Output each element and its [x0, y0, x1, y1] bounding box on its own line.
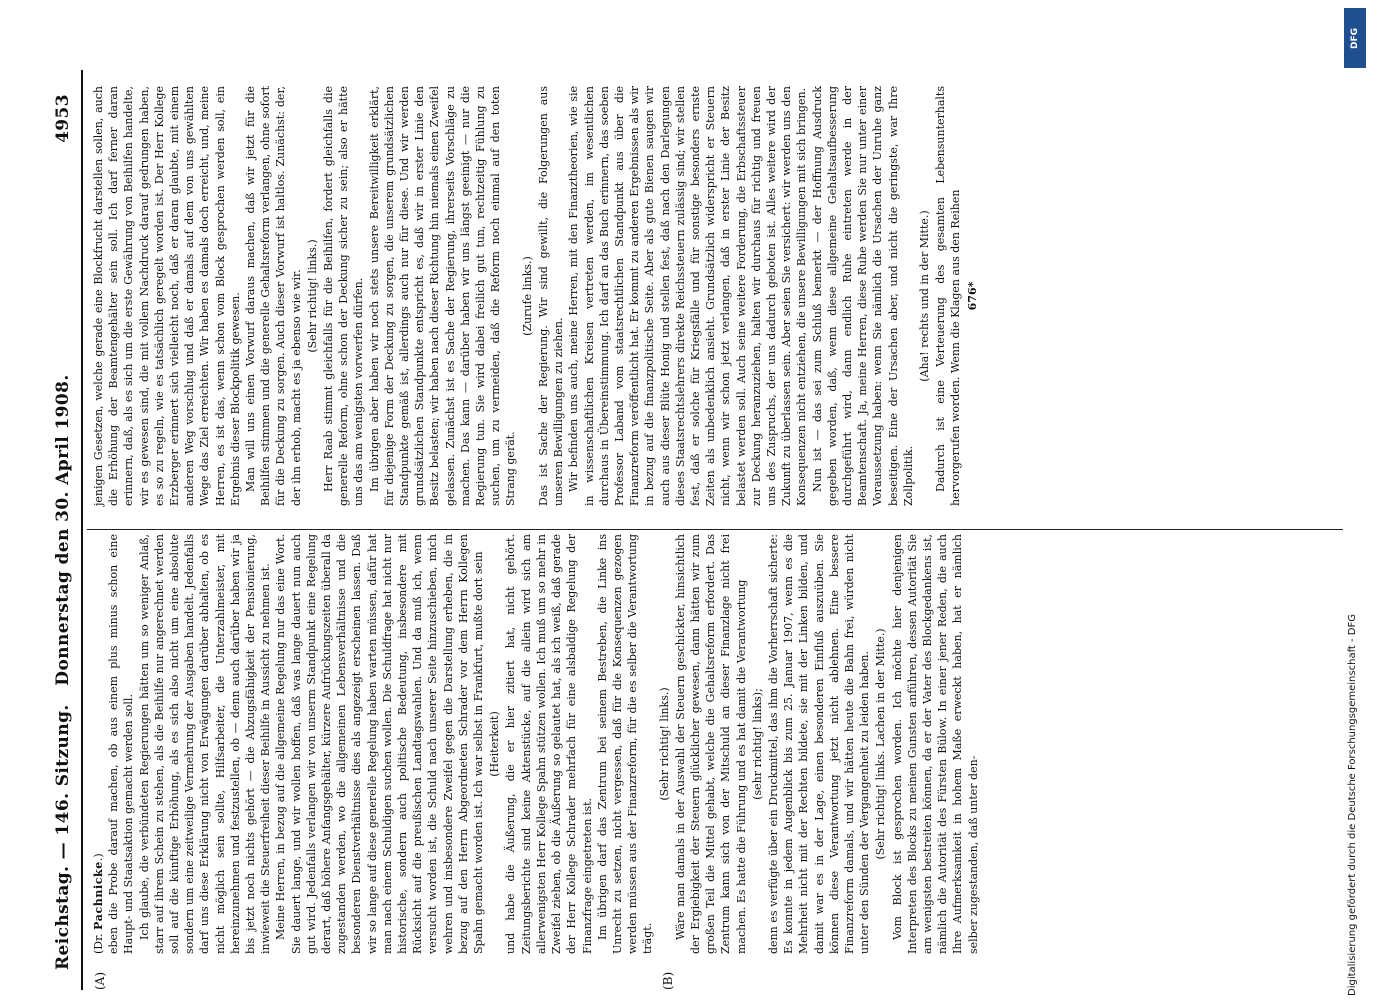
speaker-prefix: (Dr.: [92, 929, 105, 954]
interjection: (Aha! rechts und in der Mitte.): [917, 210, 931, 382]
paragraph: Das ist Sache der Regierung. Wir sind gewillt, die Folgerungen aus unseren Bewilligungen zu ziehen.: [536, 86, 566, 506]
digitization-credit: Digitalisierung gefördert durch die Deutsche Forschungsgemeinschaft - DFG: [1347, 613, 1358, 996]
running-header: [53, 70, 81, 990]
interjection: (sehr richtig! links);: [750, 688, 764, 800]
paragraph: Meine Herren, in bezug auf die allgemeine Regelung nur das eine Wort. Sie dauert lange, und wir wollen hoffen, daß was lange dauert nun auch gut wird. Jedenfalls verlangen wir von unserm Standpunkt eine Regelung derart, daß höhere Anfangsgehälter, kürzere Aufrückungszeiten überall da zugestanden werden, wo die allgemeinen Lebensverhältnisse und die besonderen Dienstverhältnisse dies als angezeigt erscheinen lassen. Daß wir so lange auf diese generelle Regelung haben warten müssen, dafür hat man nach einem Schuldigen suchen wollen. Die Schuldfrage hat nicht nur historische, sondern auch politische Bedeutung, insbesondere mit Rücksicht auf die preußischen Landtagswahlen. Und da muß ich, wenn versucht worden ist, die Schuld nach unserer Seite hinzuschieben, mich wehren und insbesondere Zweifel gegen die Darstellung erheben, die in bezug auf den Herrn Abgeordneten Schrader vor dem Herrn Kollegen Spahn gemacht worden ist. Ich war selbst in Frankfurt, mußte dort sein: [274, 534, 486, 954]
header-left: Reichstag. — 146. Sitzung.: [53, 704, 73, 970]
margin-mark-a: (A): [93, 971, 107, 990]
paragraph: Ich glaube, die verbündeten Regierungen hätten um so weniger Anlaß, starr auf ihrem Schein zu stehen, als die Beihilfe nur angerechnet werden soll auf die künftige Erhöhung, als es sich also nicht um eine absolute sondern um eine zeitweilige Vermehrung der Ausgaben handelt. Jedenfalls darf uns diese Erklärung nicht von Erwägungen darüber abhalten, ob es nicht möglich sein sollte, Hilfsarbeiter, die Unterzahlmeister, mit hereinzunehmen und festzustellen, ob — denn auch darüber haben wir ja bis jetzt noch nichts gehört — die Abzugsfähigkeit der Pensionierung, inwieweit die Steuerfreiheit dieser Beihilfe in Aussicht zu nehmen ist.: [137, 534, 273, 954]
interjection: (Heiterkeit): [488, 711, 502, 777]
speaker-line: [91, 534, 106, 954]
rotated-page-content: [41, 60, 1361, 1000]
interjection: (Zurufe links.): [520, 256, 534, 336]
paragraph: eben die Probe darauf machen, ob aus einem plus minus schon eine Haupt- und Staatsaktion gemacht werden soll.: [107, 534, 136, 954]
page-number: 4953: [53, 94, 73, 143]
speaker-suffix: .): [92, 853, 105, 862]
paragraph: Man will uns einen Vorwurf daraus machen, daß wir jetzt für die Beihilfen stimmen und die generelle Gehaltsreform verlangen, ohne sofort für die Deckung zu sorgen. Auch dieser Vorwurf ist haltlos. Zunächst: der, der ihn erhob, macht es ja ebenso wie wir.: [244, 86, 303, 506]
interjection: (Sehr richtig! links.): [305, 239, 319, 353]
dfg-logo: DFG: [1344, 8, 1366, 68]
header-center-date: Donnerstag den 30. April 1908.: [53, 374, 73, 686]
paragraph: Dadurch ist eine Verteuerung des gesamten Lebensunterhalts hervorgerufen worden. Wenn die Klagen aus den Reihen: [934, 86, 963, 506]
paragraph: Wir befinden uns auch, meine Herren, mit den Finanztheorien, wie sie in wissenschaftlichen Kreisen vertreten werden, im wesentlichen durchaus in Übereinstimmung. Ich darf an das Buch erinnern, das soeben Professor Laband vom staatsrechtlichen Standpunkt aus über die Finanzreform veröffentlicht hat. Er kommt zu anderen Ergebnissen als wir in bezug auf die finanzpolitische Seite. Aber als gute Bienen saugen wir auch aus dieser Blüte Honig und stellen fest, daß nach den Darlegungen dieses Staatsrechtslehrers direkte Reichssteuern zulässig sind; wir stellen fest, daß er solche für Kriegsfälle und für sonstige besonders ernste Zeiten als unbedenklich ansieht. Grundsätzlich widerspricht er Steuern nicht, wenn wir schon jetzt verlangen, daß in erster Linie der Besitz belastet werden soll. Auch seine weitere Forderung, die Erbschaftssteuer zur Deckung heranzuziehen, halten wir durchaus für richtig und freuen uns des Zuspruchs, der uns dadurch geboten ist. Alles weitere wird der Zukunft zu überlassen sein. Aber seien Sie versichert: wir werden uns den Konsequenzen nicht entziehen, die unsere Bewilligungen mit sich bringen.: [567, 86, 809, 506]
interjection: (Sehr richtig! links.): [657, 687, 671, 801]
paragraph: Im übrigen aber haben wir noch stets unsere Bereitwilligkeit erklärt, für diejenige Form der Deckung zu sorgen, die unserem grundsätzlichen Standpunkte gemäß ist, allerdings auch nur für diese. Und wir werden grundsätzlichen Standpunkte entspricht es, daß wir in erster Linie den Besitz belasten; wir haben nach dieser Richtung hin niemals einen Zweifel gelassen. Zunächst ist es Sache der Regierung, ihrerseits Vorschläge zu machen. Das kann — darüber haben wir uns längst geeinigt — nur die Regierung tun. Sie wird dabei freilich gut tun, rechtzeitig Fühlung zu suchen, um zu vermeiden, daß die Reform noch einmal auf den toten Strang gerät.: [367, 86, 518, 506]
header-rule: [81, 70, 83, 990]
speaker-name: Pachnicke: [92, 861, 105, 930]
paragraph: jenigen Gesetzen, welche gerade eine Blockfrucht darstellen sollen, auch die Erhöhung der Beamtengehälter sein soll. Ich darf ferner daran erinnern, daß, als es sich um die erste Gewährung von Beihilfen handelte, wir es gewesen sind, die mit vollem Nachdruck darauf gedrungen haben, es so zu regeln, wie es tatsächlich geregelt worden ist. Der Herr Kollege Erzberger erinnert sich vielleicht noch, daß er daran glaubte, mit einem anderen Weg vorschlug und daß er damals auf dem von uns gewählten Wege das Ziel erreichten. Wir haben es damals doch erreicht, und, meine Herren, es ist das, wenn schon vom Block gesprochen werden soll, ein Ergebnis dieser Blockpolitik gewesen.: [92, 86, 242, 506]
paragraph: Im übrigen darf das Zentrum bei seinem Bestreben, die Linke ins Unrecht zu setzen, nicht vergessen, daß für die Konsequenzen gezogen werden müssen aus der Finanzreform, für die es selber die Verantwortung trägt.: [595, 534, 655, 954]
paragraph: Vom Block ist gesprochen worden. Ich möchte hier denjenigen Interpreten des Blocks zu meinen Gunsten anführen, dessen Autorität Sie am wenigsten bestreiten können, da er der Vater des Blockgedankens ist, nämlich die Autorität des Fürsten Bülow. In einer jener Reden, die auch Ihre Aufmerksamkeit in hohem Maße erweckt haben, hat er nämlich selber zugestanden, daß unter den-: [890, 534, 980, 954]
paragraph: und habe die Äußerung, die er hier zitiert hat, nicht gehört. Zeitungsberichte sind keine Aktenstücke, auf die allein wird sich am allerwenigsten Herr Kollege Spahn stützen wollen. Ich muß um so mehr in Zweifel ziehen, ob die Äußerung so gelautet hat, als ich weiß, daß gerade der Herr Kollege Schrader mehrfach für eine alsbaldige Regelung der Finanzfrage eingetreten ist.: [504, 534, 594, 954]
paragraph: Herr Raab stimmt gleichfalls für die Beihilfen, fordert gleichfalls die generelle Reform, ohne schon der Deckung sicher zu sein; also er hätte uns das am wenigsten vorwerfen dürfen.: [322, 86, 366, 506]
interjection: (Sehr richtig! links. Lachen in der Mitte.): [874, 628, 888, 860]
column-divider: [87, 529, 1343, 530]
paragraph: Wäre man damals in der Auswahl der Steuern geschickter, hinsichtlich der Ergiebigkeit der Steuern glücklicher gewesen, dann hätten wir zum großen Teil die Mittel gehabt, welche die Gehaltsreform erfordert. Das Zentrum kann sich von der Mitschuld an dieser Finanzlage nicht frei machen. Es hatte die Führung und es hat damit die Verantwortung: [673, 534, 748, 954]
left-text-column: [91, 534, 981, 954]
right-text-column: [91, 86, 981, 506]
signature-number: 676*: [965, 281, 979, 311]
paragraph: denn es verfügte über ein Druckmittel, das ihm die Vorherrschaft sicherte: Es konnte in jedem Augenblick bis zum 25. Januar 1907, wenn es die Mehrheit nicht mit der Rechten bildete, sie mit der Linken bilden, und damit war es in der Lage, einen besonderen Einfluß auszuüben. Sie können diese Verantwortung jetzt nicht ablehnen. Eine bessere Finanzreform damals, und wir hätten heute die Bahn frei, würden nicht unter den Sünden der Vergangenheit zu leiden haben.: [766, 534, 872, 954]
paragraph: Nun ist — das sei zum Schluß bemerkt — der Hoffnung Ausdruck gegeben worden, daß, wenn diese allgemeine Gehaltsaufbesserung durchgeführt wird, dann endlich Ruhe eintreten werde in der Beamtenschaft. Ja, meine Herren, diese Ruhe werden Sie nur unter einer Voraussetzung haben: wenn Sie nämlich die Ursachen der Unruhe ganz beseitigen. Eine der Ursachen aber, und nicht die geringste, war Ihre Zollpolitik.: [810, 86, 915, 506]
margin-mark-b: (B): [661, 971, 675, 990]
